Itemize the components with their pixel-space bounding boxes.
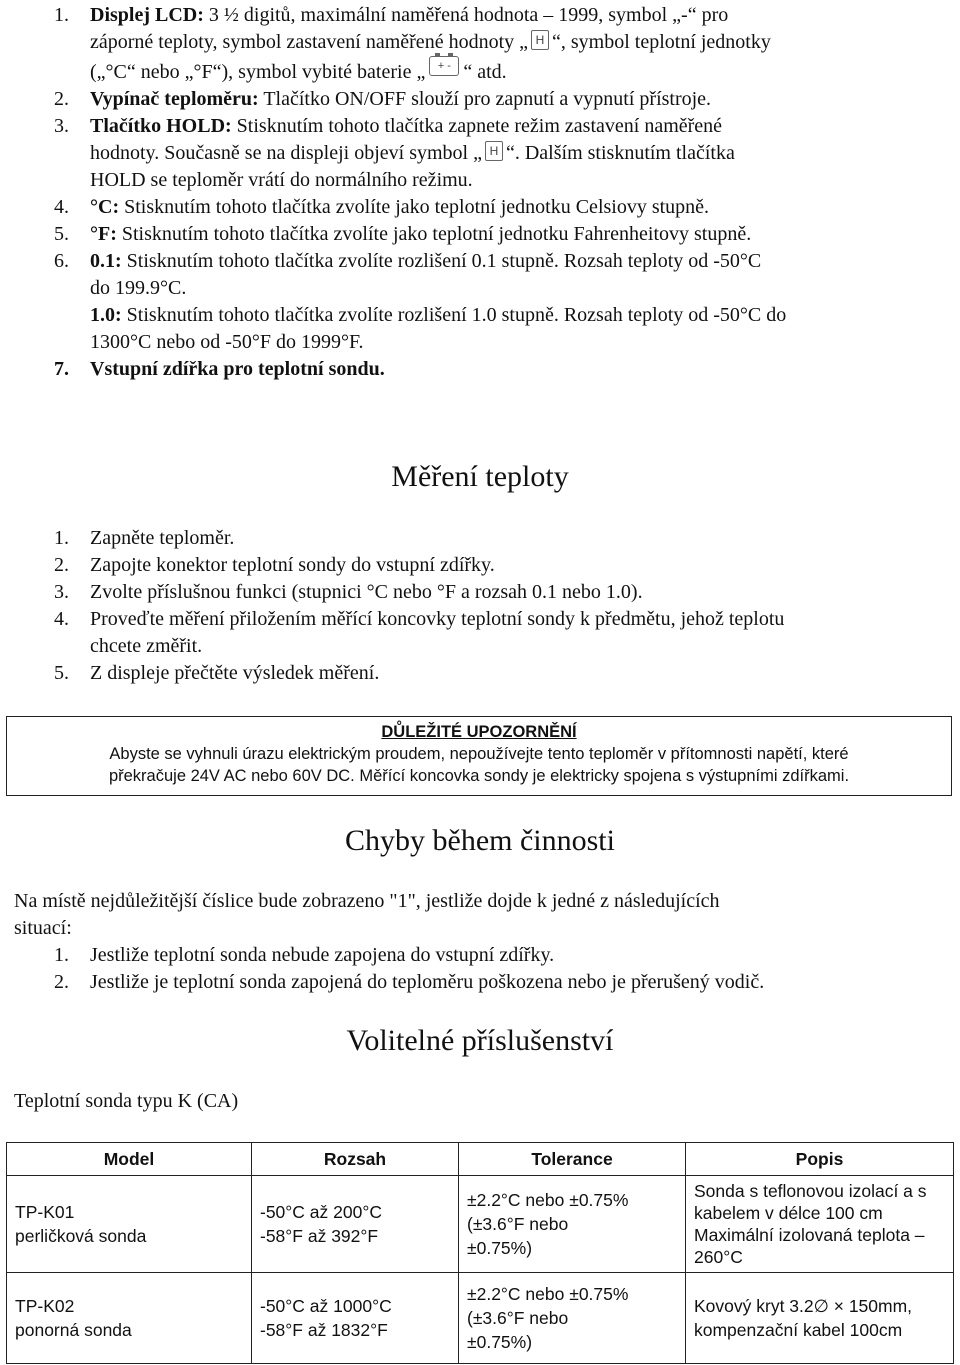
list-item: [0, 221, 960, 248]
warning-title: DŮLEŽITÉ UPOZORNĚNÍ: [381, 723, 577, 741]
item-text: Jestliže je teplotní sonda zapojená do teploměru poškozena nebo je přerušený vodič.: [90, 971, 765, 993]
item-title: Vypínač teploměru:: [90, 88, 259, 110]
cell-line: ±0.75%): [467, 1332, 533, 1352]
column-header: Tolerance: [459, 1143, 686, 1176]
item-text: Zapojte konektor teplotní sondy do vstupní zdířky.: [90, 554, 495, 576]
column-header: Model: [7, 1143, 252, 1176]
item-number: 5.: [54, 662, 69, 684]
table-row: [7, 1273, 954, 1364]
list-item: [0, 2, 960, 86]
item-title: Displej LCD:: [90, 4, 204, 26]
cell-line: Maximální izolovaná teplota –: [694, 1225, 925, 1245]
list-item: [0, 356, 960, 383]
item-number: 3.: [54, 115, 69, 137]
cell-line: -58°F až 392°F: [260, 1226, 379, 1246]
cell-line: -50°C až 200°C: [260, 1202, 382, 1222]
battery-icon: [429, 56, 459, 76]
feature-list: [0, 2, 960, 383]
item-text: 1300°C nebo od -50°F do 1999°F.: [90, 331, 364, 353]
item-text: Stisknutím tohoto tlačítka zvolíte rozlišení 0.1 stupně. Rozsah teploty od -50°C: [126, 250, 762, 272]
table-row: [7, 1176, 954, 1273]
column-header: Rozsah: [252, 1143, 459, 1176]
list-item: [0, 606, 960, 660]
item-number: 1.: [54, 527, 69, 549]
item-text: chcete změřit.: [90, 635, 203, 657]
cell-line: Sonda s teflonovou izolací a s: [694, 1181, 927, 1201]
table-cell-range: [252, 1176, 459, 1273]
cell-line: ±2.2°C nebo ±0.75%: [467, 1190, 629, 1210]
item-text: Stisknutím tohoto tlačítka zvolíte jako teplotní jednotku Celsiovy stupně.: [124, 196, 710, 218]
item-text: Z displeje přečtěte výsledek měření.: [90, 662, 380, 684]
item-text: Stisknutím tohoto tlačítka zvolíte rozlišení 1.0 stupně. Rozsah teploty od -50°C do: [126, 304, 787, 326]
item-number: 6.: [54, 250, 69, 272]
item-number: 3.: [54, 581, 69, 603]
item-number: 4.: [54, 608, 69, 630]
item-title: °F:: [90, 223, 117, 245]
table-cell-model: [7, 1273, 252, 1364]
item-number: 2.: [54, 554, 69, 576]
cell-line: TP-K02: [15, 1296, 75, 1316]
list-item: [0, 579, 960, 606]
item-text: Stisknutím tohoto tlačítka zapnete režim zastavení naměřené: [236, 115, 723, 137]
table-cell-tolerance: [459, 1176, 686, 1273]
table-cell-description: [686, 1176, 954, 1273]
errors-intro: [14, 888, 934, 942]
item-text: záporné teploty, symbol zastavení naměřené hodnoty „: [90, 31, 528, 53]
battery-icon-label: + -: [437, 60, 451, 72]
probe-label: Teplotní sonda typu K (CA): [14, 1090, 239, 1112]
cell-line: 260°C: [694, 1247, 743, 1267]
item-number: 1.: [54, 944, 69, 966]
cell-line: (±3.6°F nebo: [467, 1308, 569, 1328]
item-text: “. Dalším stisknutím tlačítka: [505, 142, 735, 164]
cell-line: kabelem v délce 100 cm: [694, 1203, 883, 1223]
list-item: [0, 552, 960, 579]
warning-text-line: překračuje 24V AC nebo 60V DC. Měřící koncovka sondy je elektricky spojena s výstupními zdířkami.: [108, 767, 850, 785]
warning-text-line: Abyste se vyhnuli úrazu elektrickým proudem, nepoužívejte tento teploměr v přítomnosti napětí, které: [109, 745, 849, 763]
list-item: [0, 248, 960, 302]
item-title: 1.0:: [90, 304, 122, 326]
item-number: 2.: [54, 88, 69, 110]
measurement-steps: [0, 525, 960, 687]
list-item: [0, 969, 960, 996]
table-cell-range: [252, 1273, 459, 1364]
section-heading-accessories: Volitelné příslušenství: [346, 1024, 614, 1057]
cell-line: perličková sonda: [15, 1226, 147, 1246]
item-text: do 199.9°C.: [90, 277, 187, 299]
cell-line: Kovový kryt 3.2∅ × 150mm,: [694, 1296, 913, 1316]
intro-text: Na místě nejdůležitější číslice bude zobrazeno "1", jestliže dojde k jedné z následujících: [14, 890, 720, 912]
warning-box: [6, 716, 952, 796]
intro-text: situací:: [14, 917, 72, 939]
item-text: HOLD se teploměr vrátí do normálního režimu.: [90, 169, 473, 191]
item-number: 7.: [54, 358, 69, 380]
list-item: [0, 525, 960, 552]
item-text: “, symbol teplotní jednotky: [552, 31, 771, 53]
list-item: [0, 194, 960, 221]
cell-line: TP-K01: [15, 1202, 75, 1222]
item-number: 5.: [54, 223, 69, 245]
table-cell-tolerance: [459, 1273, 686, 1364]
cell-line: -58°F až 1832°F: [260, 1320, 388, 1340]
item-title: °C:: [90, 196, 120, 218]
cell-line: (±3.6°F nebo: [467, 1214, 569, 1234]
list-item: [0, 942, 960, 969]
item-text: Jestliže teplotní sonda nebude zapojena do vstupní zdířky.: [90, 944, 555, 966]
item-title: Tlačítko HOLD:: [90, 115, 232, 137]
cell-line: ponorná sonda: [15, 1320, 132, 1340]
item-text: Stisknutím tohoto tlačítka zvolíte jako teplotní jednotku Fahrenheitovy stupně.: [121, 223, 752, 245]
cell-line: kompenzační kabel 100cm: [694, 1320, 903, 1340]
list-item: [0, 302, 960, 356]
list-item: [0, 86, 960, 113]
item-text: 3 ½ digitů, maximální naměřená hodnota – 1999, symbol „-“ pro: [208, 4, 729, 26]
item-text: “ atd.: [463, 61, 507, 83]
item-text: Zvolte příslušnou funkci (stupnici °C nebo °F a rozsah 0.1 nebo 1.0).: [90, 581, 643, 603]
hold-symbol-icon: H: [531, 30, 549, 50]
list-item: [0, 113, 960, 194]
cell-line: -50°C až 1000°C: [260, 1296, 392, 1316]
item-title: 0.1:: [90, 250, 122, 272]
section-heading-measurement: Měření teploty: [391, 460, 569, 493]
section-heading-errors: Chyby během činnosti: [345, 824, 615, 857]
table-cell-model: [7, 1176, 252, 1273]
table-header-row: [7, 1143, 954, 1176]
item-text: („°C“ nebo „°F“), symbol vybité baterie „: [90, 61, 426, 83]
errors-list: [0, 942, 960, 996]
item-number: 2.: [54, 971, 69, 993]
list-item: [0, 660, 960, 687]
accessories-table: [6, 1142, 954, 1364]
item-text: hodnoty. Současně se na displeji objeví symbol „: [90, 142, 482, 164]
table-cell-description: [686, 1273, 954, 1364]
column-header: Popis: [686, 1143, 954, 1176]
cell-line: ±2.2°C nebo ±0.75%: [467, 1284, 629, 1304]
item-text: Proveďte měření přiložením měřící koncovky teplotní sondy k předmětu, jehož teplotu: [90, 608, 785, 630]
item-title: Vstupní zdířka pro teplotní sondu.: [90, 358, 385, 380]
cell-line: ±0.75%): [467, 1238, 533, 1258]
item-text: Zapněte teploměr.: [90, 527, 235, 549]
hold-symbol-icon: H: [485, 141, 503, 161]
item-number: 4.: [54, 196, 69, 218]
item-text: Tlačítko ON/OFF slouží pro zapnutí a vypnutí přístroje.: [263, 88, 712, 110]
item-number: 1.: [54, 4, 69, 26]
